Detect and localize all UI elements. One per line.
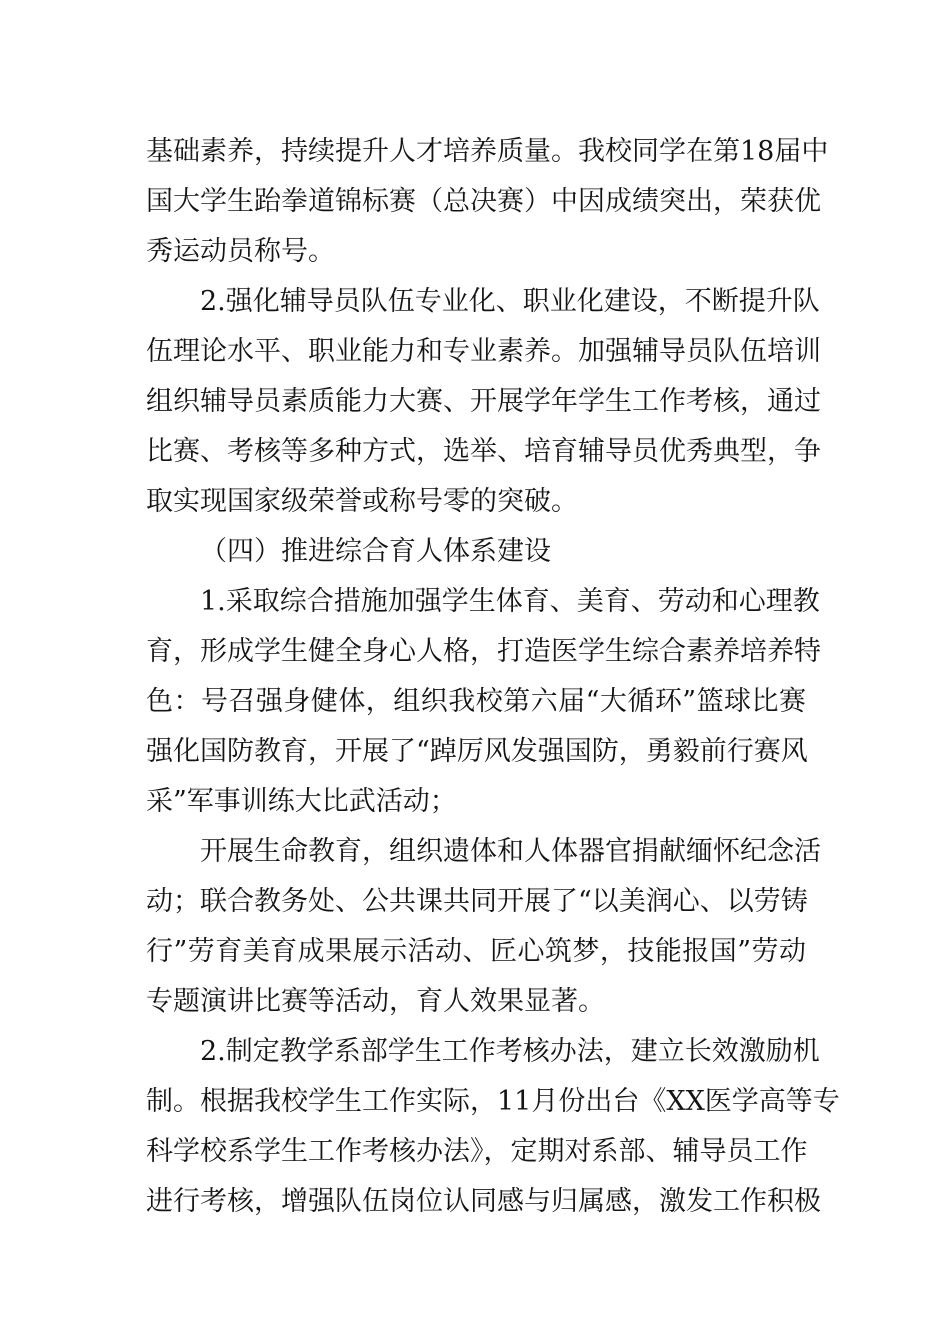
text-line: 比赛、考核等多种方式，选举、培育辅导员优秀典型，争 (146, 436, 821, 467)
text-line: 行”劳育美育成果展示活动、匠心筑梦，技能报国”劳动 (146, 936, 806, 967)
paragraph-first-line: 开展生命教育，组织遗体和人体器官捐献缅怀纪念活 (200, 836, 821, 867)
text-line: 色：号召强身健体，组织我校第六届“大循环”篮球比赛 (146, 686, 806, 717)
paragraph-first-line: 1.采取综合措施加强学生体育、美育、劳动和心理教 (200, 586, 820, 617)
text-line: 专题演讲比赛等活动，育人效果显著。 (146, 986, 605, 1017)
text-line: 国大学生跆拳道锦标赛（总决赛）中因成绩突出，荣获优 (146, 186, 821, 217)
text-line: 伍理论水平、职业能力和专业素养。加强辅导员队伍培训 (146, 336, 821, 367)
text-line: 强化国防教育，开展了“踔厉风发强国防，勇毅前行赛风 (146, 736, 808, 767)
text-line: 基础素养，持续提升人才培养质量。我校同学在第18届中 (146, 136, 829, 167)
text-line: 育，形成学生健全身心人格，打造医学生综合素养培养特 (146, 636, 821, 667)
text-line: 进行考核，增强队伍岗位认同感与归属感，激发工作积极 (146, 1186, 821, 1217)
text-line: 取实现国家级荣誉或称号零的突破。 (146, 486, 578, 517)
text-line: 采”军事训练大比武活动； (146, 786, 457, 817)
section-heading: （四）推进综合育人体系建设 (200, 536, 551, 567)
paragraph-first-line: 2.强化辅导员队伍专业化、职业化建设，不断提升队 (200, 286, 820, 317)
text-line: 科学校系学生工作考核办法》，定期对系部、辅导员工作 (146, 1136, 808, 1167)
text-line: 动；联合教务处、公共课共同开展了“以美润心、以劳铸 (146, 886, 808, 917)
text-line: 秀运动员称号。 (146, 236, 335, 267)
text-line: 组织辅导员素质能力大赛、开展学年学生工作考核，通过 (146, 386, 821, 417)
text-line: 制。根据我校学生工作实际，11月份出台《XX医学高等专 (146, 1086, 840, 1117)
paragraph-first-line: 2.制定教学系部学生工作考核办法，建立长效激励机 (200, 1036, 820, 1067)
